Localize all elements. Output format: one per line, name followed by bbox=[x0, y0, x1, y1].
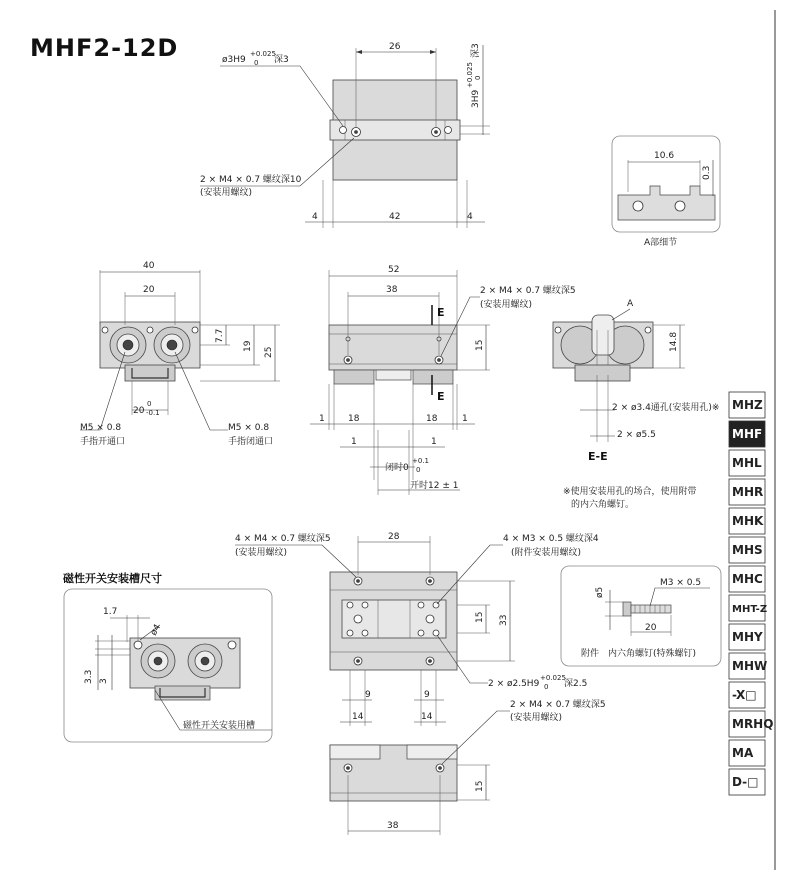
dim-top-26: 26 bbox=[389, 42, 401, 52]
svg-text:深2.5: 深2.5 bbox=[564, 679, 588, 689]
svg-text:(附件安装用螺纹): (附件安装用螺纹) bbox=[511, 548, 582, 558]
dim-42: 42 bbox=[389, 212, 401, 222]
bottom-dim-28: 28 bbox=[388, 532, 400, 542]
svg-text:12 ± 1: 12 ± 1 bbox=[428, 481, 459, 491]
series-tab-ma[interactable] bbox=[729, 740, 765, 766]
pin-hole-left bbox=[340, 127, 347, 134]
series-tab-label: MHC bbox=[732, 572, 763, 586]
bottom-dim-15: 15 bbox=[475, 611, 485, 623]
section-mark-e-bottom: E bbox=[437, 390, 445, 403]
front-dim-20-bottom: 20 bbox=[133, 406, 145, 416]
series-tab-label: MHZ bbox=[732, 398, 763, 412]
port-close-callout: M5 × 0.8 bbox=[228, 423, 270, 433]
footnote-line-1: ※使用安装用孔的场合，使用附带 bbox=[563, 487, 697, 497]
series-tab-mhk[interactable] bbox=[729, 508, 765, 534]
svg-text:(安装用螺纹): (安装用螺纹) bbox=[200, 188, 253, 198]
slot-dim-phi4: ø4 bbox=[148, 622, 164, 638]
svg-text:0: 0 bbox=[403, 463, 409, 473]
open-label: 开时 bbox=[410, 481, 429, 491]
side-dim-1a: 1 bbox=[319, 414, 325, 424]
series-tab-label: MHR bbox=[732, 485, 764, 499]
series-tab-mhf[interactable] bbox=[729, 421, 765, 447]
detail-a bbox=[612, 136, 720, 248]
dim-4-right: 4 bbox=[467, 212, 473, 222]
series-tab-label: MA bbox=[732, 746, 754, 760]
front-dim-25: 25 bbox=[264, 346, 274, 358]
bottom-dim-14a: 14 bbox=[352, 712, 364, 722]
series-tab-mhc[interactable] bbox=[729, 566, 765, 592]
bottom-dim-9a: 9 bbox=[365, 690, 371, 700]
series-tab-label: D-□ bbox=[732, 775, 759, 789]
magnet-slot-title: 磁性开关安装槽尺寸 bbox=[63, 572, 162, 585]
svg-text:+0.1: +0.1 bbox=[412, 457, 429, 465]
mount-hole-callout: 2 × ø3.4通孔(安装用孔)※ bbox=[612, 403, 720, 413]
series-tab-label: MRHQ bbox=[732, 717, 774, 731]
side-dim-18a: 18 bbox=[348, 414, 360, 424]
front-dim-20: 20 bbox=[143, 285, 155, 295]
series-tab-label: MHF bbox=[732, 427, 763, 441]
top-thread-callout: 2 × M4 × 0.7 螺纹深10 bbox=[200, 175, 302, 185]
top-view-finger-band bbox=[330, 120, 460, 140]
series-tab-mht-z[interactable] bbox=[729, 595, 767, 621]
side-dim-18b: 18 bbox=[426, 414, 438, 424]
series-tab-x[interactable] bbox=[729, 682, 765, 708]
series-tab-mhr[interactable] bbox=[729, 479, 765, 505]
accessory-panel bbox=[561, 566, 721, 666]
magnet-slot-panel bbox=[63, 571, 272, 742]
top-view bbox=[200, 42, 490, 228]
bottom-side-thread-callout: 2 × M4 × 0.7 螺纹深5 bbox=[510, 700, 606, 710]
section-ee bbox=[553, 299, 719, 510]
bottom-dim-33: 33 bbox=[499, 614, 509, 626]
svg-text:+0.025: +0.025 bbox=[540, 674, 566, 682]
series-tab-label: MHT-Z bbox=[732, 604, 768, 615]
side-dim-1d: 1 bbox=[431, 437, 437, 447]
side-view bbox=[310, 265, 576, 495]
bottom-dim-14b: 14 bbox=[421, 712, 433, 722]
side-hole-callout: 3H9 bbox=[471, 89, 481, 108]
svg-text:0: 0 bbox=[416, 466, 421, 474]
detail-a-marker: A bbox=[627, 299, 634, 309]
bottom-side-dim-15: 15 bbox=[475, 780, 485, 792]
detail-a-label: A部细节 bbox=[644, 238, 678, 248]
svg-text:+0.025: +0.025 bbox=[250, 50, 276, 58]
pin-hole-callout-bottom: 2 × ø2.5H9 bbox=[488, 679, 540, 689]
side-dim-52: 52 bbox=[388, 265, 400, 275]
side-thread-callout: 2 × M4 × 0.7 螺纹深5 bbox=[480, 286, 576, 296]
svg-text:(安装用螺纹): (安装用螺纹) bbox=[235, 548, 288, 558]
bottom-thread2-callout: 4 × M3 × 0.5 螺纹深4 bbox=[503, 534, 599, 544]
slot-dim-3-3: 3.3 bbox=[84, 669, 94, 684]
port-close-note: 手指闭通口 bbox=[228, 437, 274, 447]
series-tab-mhy[interactable] bbox=[729, 624, 765, 650]
series-tab-label: MHS bbox=[732, 543, 763, 557]
front-dim-19: 19 bbox=[243, 340, 253, 352]
counterbore-callout: 2 × ø5.5 bbox=[617, 430, 656, 440]
section-ee-title: E-E bbox=[588, 450, 608, 463]
series-tab-mhz[interactable] bbox=[729, 392, 765, 418]
svg-text:深3: 深3 bbox=[471, 43, 481, 58]
bottom-view bbox=[235, 532, 599, 726]
slot-dim-1-7: 1.7 bbox=[103, 607, 118, 617]
series-tab-label: -X□ bbox=[732, 688, 757, 702]
bottom-side-dim-38: 38 bbox=[387, 821, 399, 831]
series-tab-label: MHL bbox=[732, 456, 762, 470]
series-tab-label: MHW bbox=[732, 659, 768, 673]
series-tab-label: MHK bbox=[732, 514, 764, 528]
screw-dim-m3: M3 × 0.5 bbox=[660, 578, 702, 588]
section-dim-14-8: 14.8 bbox=[669, 331, 679, 352]
svg-text:0: 0 bbox=[147, 400, 152, 408]
svg-text:0: 0 bbox=[254, 59, 259, 67]
screw-dim-20: 20 bbox=[645, 623, 657, 633]
bottom-side-view bbox=[330, 698, 606, 835]
accessory-caption: 附件 内六角螺钉(特殊螺钉) bbox=[581, 649, 697, 659]
front-dim-7-7: 7.7 bbox=[215, 328, 225, 343]
footnote-line-2: 的内六角螺钉。 bbox=[571, 500, 635, 510]
side-dim-1c: 1 bbox=[351, 437, 357, 447]
svg-text:(安装用螺纹): (安装用螺纹) bbox=[510, 713, 563, 723]
series-tab-mrhq[interactable] bbox=[729, 711, 773, 737]
bottom-dim-9b: 9 bbox=[424, 690, 430, 700]
detail-a-height: 0.3 bbox=[702, 165, 712, 180]
svg-text:深3: 深3 bbox=[274, 55, 289, 65]
front-view bbox=[80, 261, 280, 447]
side-dim-15: 15 bbox=[475, 339, 485, 351]
page-title: MHF2-12D bbox=[30, 34, 179, 62]
detail-a-width: 10.6 bbox=[654, 151, 675, 161]
slot-caption: 磁性开关安装用槽 bbox=[183, 721, 256, 731]
series-tab-mhs[interactable] bbox=[729, 537, 765, 563]
pin-hole-right bbox=[445, 127, 452, 134]
front-dim-40: 40 bbox=[143, 261, 155, 271]
series-tab-mhw[interactable] bbox=[729, 653, 767, 679]
pin-hole-callout: ø3H9 bbox=[222, 55, 246, 65]
series-tab-label: MHY bbox=[732, 630, 763, 644]
bottom-thread1-callout: 4 × M4 × 0.7 螺纹深5 bbox=[235, 534, 331, 544]
svg-text:0: 0 bbox=[474, 75, 482, 80]
side-dim-38: 38 bbox=[386, 285, 398, 295]
section-mark-e-top: E bbox=[437, 306, 445, 319]
slot-dim-3: 3 bbox=[99, 678, 109, 684]
series-tab-mhl[interactable] bbox=[729, 450, 765, 476]
svg-text:(安装用螺纹): (安装用螺纹) bbox=[480, 300, 533, 310]
screw-dim-phi5: ø5 bbox=[595, 586, 605, 598]
svg-text:+0.025: +0.025 bbox=[466, 62, 474, 88]
side-dim-1b: 1 bbox=[462, 414, 468, 424]
port-open-note: 手指开通口 bbox=[80, 437, 126, 447]
svg-text:-0.1: -0.1 bbox=[146, 409, 160, 417]
dim-4-left: 4 bbox=[312, 212, 318, 222]
series-tab-d[interactable] bbox=[729, 769, 765, 795]
closed-label: 闭时 bbox=[385, 463, 404, 473]
svg-text:0: 0 bbox=[544, 683, 549, 691]
series-tab-bar bbox=[729, 392, 773, 795]
port-open-callout: M5 × 0.8 bbox=[80, 423, 122, 433]
